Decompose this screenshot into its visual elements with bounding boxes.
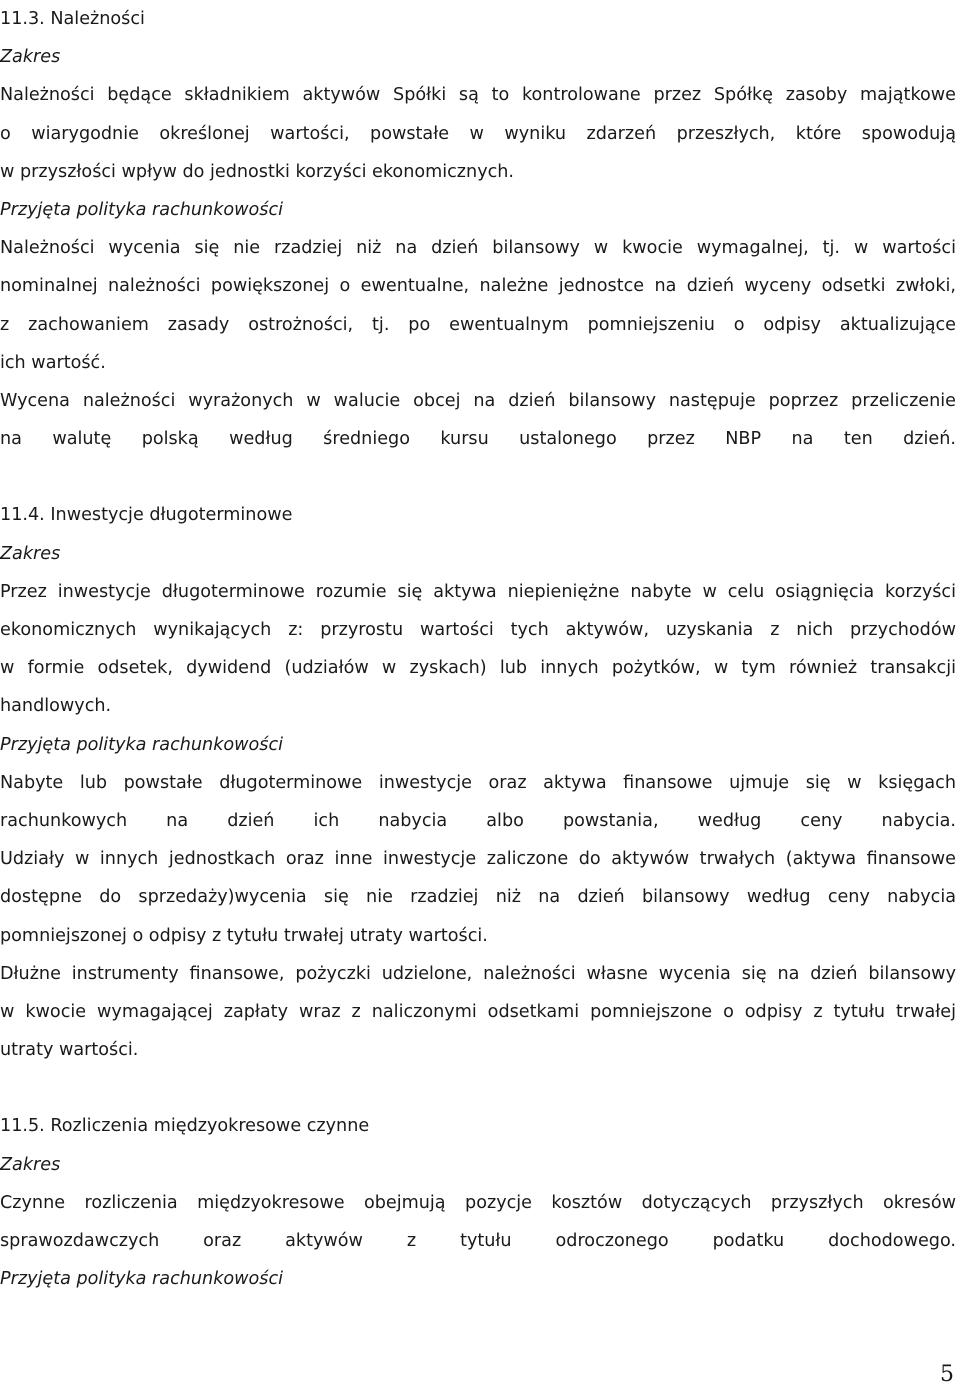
paragraph-line: z zachowaniem zasady ostrożności, tj. po ewentualnym pomniejszeniu o odpisy aktualizujące — [0, 314, 956, 335]
paragraph-line: Udziały w innych jednostkach oraz inne inwestycje zaliczone do aktywów trwałych (aktywa finansowe — [0, 849, 956, 870]
section-heading: 11.5. Rozliczenia międzyokresowe czynne — [0, 1116, 370, 1137]
paragraph-line: ich wartość. — [0, 352, 106, 373]
subheading-polityka: Przyjęta polityka rachunkowości — [0, 1269, 284, 1290]
paragraph-line: handlowych. — [0, 696, 112, 717]
section-spacer — [0, 458, 956, 496]
paragraph-line: dostępne do sprzedaży)wycenia się nie rzadziej niż na dzień bilansowy według ceny nabycia — [0, 887, 956, 908]
paragraph-line: rachunkowych na dzień ich nabycia albo powstania, według ceny nabycia. — [0, 810, 956, 831]
paragraph-line: nominalnej należności powiększonej o ewentualne, należne jednostce na dzień wyceny odsetki zwłoki, — [0, 276, 956, 297]
page-number: 5 — [940, 1362, 954, 1387]
subheading-zakres: Zakres — [0, 1154, 61, 1175]
paragraph-line: na walutę polską według średniego kursu ustalonego przez NBP na ten dzień. — [0, 429, 956, 450]
paragraph-line: Należności będące składnikiem aktywów Spółki są to kontrolowane przez Spółkę zasoby majątkowe — [0, 85, 956, 106]
paragraph-line: w przyszłości wpływ do jednostki korzyści ekonomicznych. — [0, 161, 515, 182]
paragraph-line: Należności wycenia się nie rzadziej niż na dzień bilansowy w kwocie wymagalnej, tj. w wartości — [0, 238, 956, 259]
paragraph-line: Wycena należności wyrażonych w walucie obcej na dzień bilansowy następuje poprzez przeliczenie — [0, 390, 956, 411]
section-11-5 — [0, 1107, 956, 1298]
section-spacer — [0, 1069, 956, 1107]
subheading-zakres: Zakres — [0, 543, 61, 564]
paragraph-line: Przez inwestycje długoterminowe rozumie się aktywa niepieniężne nabyte w celu osiągnięcia korzyści — [0, 581, 956, 602]
paragraph-line: o wiarygodnie określonej wartości, powstałe w wyniku zdarzeń przeszłych, które spowodują — [0, 123, 956, 144]
section-heading: 11.3. Należności — [0, 9, 145, 29]
paragraph-line: w kwocie wymagającej zapłaty wraz z naliczonymi odsetkami pomniejszone o odpisy z tytułu trwałej — [0, 1001, 956, 1022]
paragraph-line: Dłużne instrumenty finansowe, pożyczki udzielone, należności własne wycenia się na dzień bilansowy — [0, 963, 956, 984]
section-heading: 11.4. Inwestycje długoterminowe — [0, 505, 293, 526]
paragraph-line: sprawozdawczych oraz aktywów z tytułu odroczonego podatku dochodowego. — [0, 1231, 956, 1251]
subheading-polityka: Przyjęta polityka rachunkowości — [0, 734, 284, 755]
subheading-zakres: Zakres — [0, 47, 61, 68]
paragraph-line: utraty wartości. — [0, 1040, 139, 1061]
section-11-3 — [0, 0, 956, 458]
paragraph-line: w formie odsetek, dywidend (udziałów w zyskach) lub innych pożytków, w tym również transakcji — [0, 658, 956, 679]
paragraph-line: ekonomicznych wynikających z: przyrostu wartości tych aktywów, uzyskania z nich przychodów — [0, 620, 956, 640]
section-11-4 — [0, 496, 956, 1069]
paragraph-line: pomniejszonej o odpisy z tytułu trwałej utraty wartości. — [0, 925, 488, 946]
paragraph-line: Nabyte lub powstałe długoterminowe inwestycje oraz aktywa finansowe ujmuje się w księgach — [0, 772, 956, 793]
subheading-polityka: Przyjęta polityka rachunkowości — [0, 199, 284, 220]
paragraph-line: Czynne rozliczenia międzyokresowe obejmują pozycje kosztów dotyczących przyszłych okresów — [0, 1192, 956, 1213]
